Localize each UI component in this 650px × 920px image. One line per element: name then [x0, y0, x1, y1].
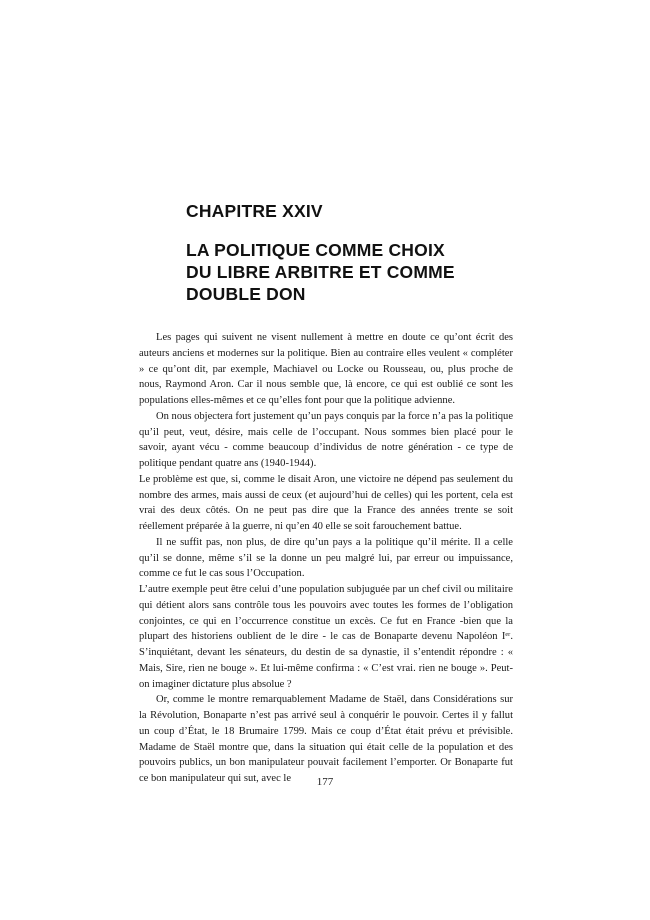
- chapter-title-line: LA POLITIQUE COMME CHOIX: [186, 240, 445, 260]
- paragraph: Le problème est que, si, comme le disait Aron, une victoire ne dépend pas seulement du nombre des armes, mais aussi de ceux (et aujourd’hui de celles) qui les portent, cela est vrai des deux côtés. On ne peut pas dire que la France des années trente se soit réellement préparée à la guerre, ni qu’en 40 elle se soit farouchement battue.: [139, 473, 513, 532]
- chapter-title: [186, 239, 516, 305]
- chapter-number: CHAPITRE XXIV: [186, 201, 323, 221]
- paragraph: On nous objectera fort justement qu’un pays conquis par la force n’a pas la politique qu’il peut, veut, désire, mais celle de l’occupant. Nous sommes bien placé pour le savoir, ayant vécu - comme beaucoup d’individus de notre génération - ce type de politique pendant quatre ans (1940-1944).: [139, 410, 513, 469]
- paragraph: Les pages qui suivent ne visent nullement à mettre en doute ce qu’ont écrit des auteurs anciens et modernes sur la politique. Bien au contraire elles veulent « compléter » ce qu’ont dit, par exemple, Machiavel ou Locke ou Rousseau, ou, plus proche de nous, Raymond Aron. Car il nous semble que, là encore, ce qui est oublié ce sont les populations elles-mêmes et ce qu’elles font pour que la politique advienne.: [139, 332, 513, 406]
- paragraph: L’autre exemple peut être celui d’une population subjuguée par un chef civil ou militaire qui détient alors sans contrôle tous les pouvoirs avec toutes les formes de l’obligation conjointes, ce qui en l’occurrence constitue un excès. Ce fut en France -bien que la plupart des historiens oublient de le dire - le cas de Bonaparte devenu Napoléon Iᵉʳ. S’inquiétant, devant les sénateurs, du destin de sa dynastie, il s’entendit répondre : « Mais, Sire, rien ne bouge ». Et lui-même confirma : « C’est vrai. rien ne bouge ». Peut-on imaginer dictature plus absolue ?: [139, 584, 513, 690]
- body-text: [139, 330, 513, 787]
- chapter-title-line: DOUBLE DON: [186, 284, 306, 304]
- paragraph: Or, comme le montre remarquablement Madame de Staël, dans Considérations sur la Révolution, Bonaparte n’est pas arrivé seul à conquérir le pouvoir. Certes il y fallut un coup d’État, le 18 Brumaire 1799. Mais ce coup d’État était prévu et prévisible. Madame de Staël montre que, dans la situation qui était celle de la population et des pouvoirs publics, un bon manipulateur pouvait facilement l’emporter. Or Bonaparte fut ce bon manipulateur qui sut, avec le: [139, 694, 513, 784]
- chapter-title-line: DU LIBRE ARBITRE ET COMME: [186, 262, 455, 282]
- page-number: 177: [316, 776, 334, 788]
- paragraph: Il ne suffit pas, non plus, de dire qu’un pays a la politique qu’il mérite. Il a celle qu’il se donne, même s’il se la donne un peu malgré lui, par erreur ou impuissance, comme ce fut le cas sous l’Occupation.: [139, 536, 513, 580]
- chapter-heading: [186, 200, 516, 305]
